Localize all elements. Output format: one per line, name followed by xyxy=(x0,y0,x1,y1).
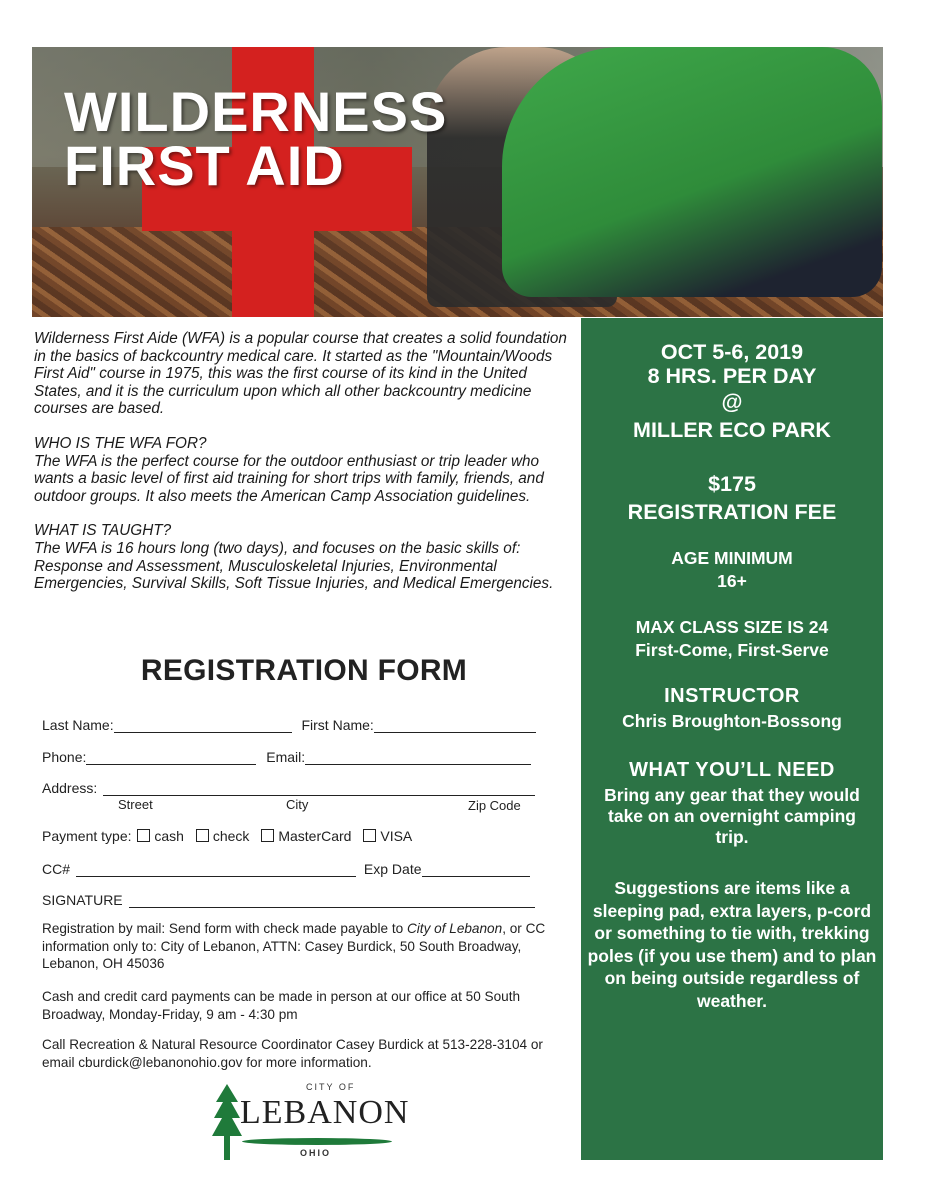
age-minimum-label: AGE MINIMUM xyxy=(671,548,793,568)
cc-number-field[interactable] xyxy=(76,862,356,877)
pine-tree-icon xyxy=(212,1084,242,1162)
fee-amount: $175 xyxy=(708,472,756,496)
mail-text-2: , or CC information only to: City of Lebanon, ATTN: Casey Burdick, 50 South Broadway, Lebanon, OH 45036 xyxy=(42,921,546,971)
last-name-label: Last Name: xyxy=(42,717,114,733)
exp-date-field[interactable] xyxy=(422,862,530,877)
check-label: check xyxy=(212,828,250,844)
fee-label: REGISTRATION FEE xyxy=(627,500,837,524)
hero-title-line2: FIRST AID xyxy=(64,134,345,197)
intro-section xyxy=(34,330,574,610)
address-row xyxy=(42,780,535,796)
signature-label: SIGNATURE xyxy=(42,892,123,908)
first-name-field[interactable] xyxy=(374,718,536,733)
who-section xyxy=(34,435,574,505)
contact-row xyxy=(42,749,531,765)
first-name-label: First Name: xyxy=(301,717,374,733)
contact-info: Call Recreation & Natural Resource Coordinator Casey Burdick at 513-228-3104 or email cburdick@lebanonohio.gov for more information. xyxy=(42,1037,543,1070)
hero-banner xyxy=(32,47,883,317)
hero-title-line1: WILDERNESS xyxy=(64,80,448,143)
in-person-info: Cash and credit card payments can be made in person at our office at 50 South Broadway, Monday-Friday, 9 am - 4:30 pm xyxy=(42,989,521,1022)
event-location: MILLER ECO PARK xyxy=(633,418,831,442)
street-caption: Street xyxy=(118,797,153,812)
event-at: @ xyxy=(721,390,743,414)
logo-state: OHIO xyxy=(300,1148,332,1158)
who-heading: WHO IS THE WFA FOR? xyxy=(34,434,207,452)
what-text: The WFA is 16 hours long (two days), and focuses on the basic skills of: Response and Assessment, Musculoskeletal Injuries, Environmental Emergencies, Survival Skills, Soft Tissue Injuries, and Medical Emergencies. xyxy=(34,539,554,593)
address-field[interactable] xyxy=(103,781,535,796)
what-section xyxy=(34,522,574,592)
need-label: WHAT YOU’LL NEED xyxy=(629,759,835,781)
hero-title xyxy=(64,80,448,197)
card-row xyxy=(42,861,530,877)
event-date: OCT 5-6, 2019 xyxy=(660,340,804,364)
cash-checkbox[interactable] xyxy=(137,829,150,842)
class-size: MAX CLASS SIZE IS 24 xyxy=(635,617,829,637)
check-checkbox[interactable] xyxy=(196,829,209,842)
mastercard-label: MasterCard xyxy=(278,828,352,844)
what-heading: WHAT IS TAUGHT? xyxy=(34,522,172,540)
exp-date-label: Exp Date xyxy=(363,861,422,877)
address-label: Address: xyxy=(42,780,98,796)
phone-field[interactable] xyxy=(86,750,256,765)
mail-instructions xyxy=(42,920,562,973)
payment-row xyxy=(42,828,412,844)
event-info-panel xyxy=(581,318,883,1160)
age-minimum-value: 16+ xyxy=(717,571,747,591)
logo-name: LEBANON xyxy=(240,1094,410,1131)
registration-form-title: REGISTRATION FORM xyxy=(140,654,468,687)
zip-caption: Zip Code xyxy=(468,798,521,813)
signature-row xyxy=(42,892,535,908)
city-caption: City xyxy=(286,797,309,812)
mastercard-checkbox[interactable] xyxy=(261,829,274,842)
visa-label: VISA xyxy=(380,828,413,844)
hero-person-green-jacket xyxy=(502,47,882,297)
signature-field[interactable] xyxy=(129,893,535,908)
suggestions-text: Suggestions are items like a sleeping pad, extra layers, p-cord or something to tie with, trekking poles (if you use them) and to plan on being outside regardless of weather. xyxy=(587,878,877,1011)
intro-paragraph: Wilderness First Aide (WFA) is a popular course that creates a solid foundation in the basics of backcountry medical care. It started as the "Mountain/Woods First Aid" course in 1975, this was the first course of its kind in the United States, and it is the curriculum upon which all other backcountry medicine courses are based. xyxy=(34,330,567,418)
mail-payee: City of Lebanon xyxy=(406,921,503,936)
class-size-note: First-Come, First-Serve xyxy=(635,640,829,660)
phone-label: Phone: xyxy=(42,749,87,765)
email-field[interactable] xyxy=(305,750,531,765)
last-name-field[interactable] xyxy=(114,718,292,733)
visa-checkbox[interactable] xyxy=(363,829,376,842)
need-text: Bring any gear that they would take on an overnight camping trip. xyxy=(604,785,860,847)
name-row xyxy=(42,717,536,733)
logo-city-of: CITY OF xyxy=(306,1082,356,1092)
cash-label: cash xyxy=(154,828,184,844)
payment-type-label: Payment type: xyxy=(42,828,132,844)
event-hours: 8 HRS. PER DAY xyxy=(647,364,817,388)
instructor-label: INSTRUCTOR xyxy=(664,685,800,707)
mail-text-1: Registration by mail: Send form with check made payable to xyxy=(42,921,407,936)
who-text: The WFA is the perfect course for the outdoor enthusiast or trip leader who wants a basic level of first aid training for short trips with family, friends, and outdoor groups. It also meets the American Camp Association guidelines. xyxy=(34,452,544,505)
city-of-lebanon-logo xyxy=(212,1080,410,1162)
cc-label: CC# xyxy=(42,861,71,877)
instructor-name: Chris Broughton-Bossong xyxy=(622,711,842,731)
logo-swoosh xyxy=(242,1138,392,1145)
email-label: Email: xyxy=(266,749,306,765)
